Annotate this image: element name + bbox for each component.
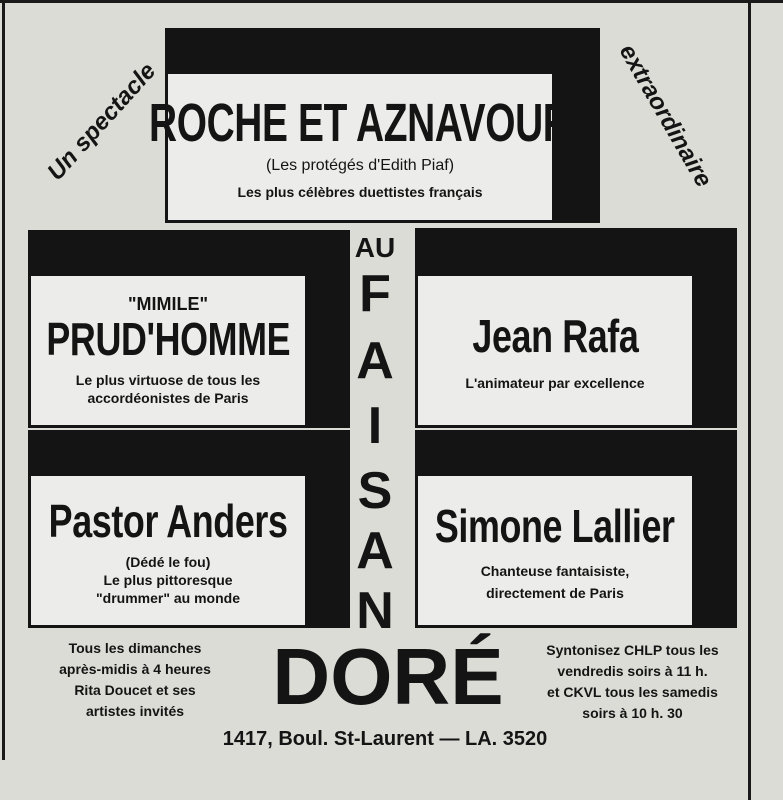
radio-line-3: et CKVL tous les samedis — [547, 684, 718, 700]
venue-letter-f: F — [359, 265, 391, 323]
venue-dore: DORÉ — [272, 632, 504, 721]
act-description-2: accordéonistes de Paris — [87, 389, 249, 406]
act-name: Jean Rafa — [471, 309, 639, 362]
radio-line-1: Syntonisez CHLP tous les — [546, 642, 719, 658]
headliner-name: ROCHE ET AZNAVOUR — [149, 93, 571, 153]
box-front — [149, 71, 571, 223]
venue-letter-a2: A — [356, 522, 394, 580]
box-front — [28, 473, 308, 628]
sunday-line-4: artistes invités — [85, 703, 185, 719]
box-front — [415, 273, 695, 428]
box-front — [415, 473, 695, 628]
address: 1417, Boul. St-Laurent — LA. 3520 — [222, 728, 548, 750]
headliner-subtitle: (Les protégés d'Edith Piaf) — [265, 157, 455, 174]
act-description-2: directement de Paris — [486, 584, 624, 601]
act-name: PRUD'HOMME — [46, 312, 290, 365]
top-rule — [0, 0, 783, 3]
act-description-1: Chanteuse fantaisiste, — [480, 562, 630, 579]
sunday-line-1: Tous les dimanches — [68, 640, 202, 656]
act-description-2: Le plus pittoresque — [103, 571, 233, 588]
act-name: Simone Lallier — [435, 499, 675, 552]
act-box-simone-lallier — [415, 430, 737, 628]
left-rule — [2, 0, 5, 760]
act-description-1: (Dédé le fou) — [125, 553, 211, 570]
radio-line-4: soirs à 10 h. 30 — [582, 705, 683, 721]
radio-line-2: vendredis soirs à 11 h. — [557, 663, 708, 679]
act-description-1: L'animateur par excellence — [465, 374, 645, 391]
act-nickname: "MIMILE" — [127, 293, 209, 314]
sunday-info — [30, 638, 240, 722]
act-box-jean-rafa — [415, 228, 737, 428]
act-name: Pastor Anders — [48, 494, 288, 547]
headliner-box — [149, 28, 600, 223]
sunday-line-2: après-midis à 4 heures — [59, 661, 211, 677]
venue-letter-i: I — [367, 397, 383, 455]
act-description-3: "drummer" au monde — [96, 589, 240, 606]
act-box-prudhomme — [28, 230, 350, 428]
sunday-line-3: Rita Doucet et ses — [74, 682, 196, 698]
venue-letter-n: N — [356, 582, 394, 640]
venue-letter-s: S — [357, 462, 393, 520]
act-box-pastor-anders — [28, 430, 350, 628]
act-description-1: Le plus virtuose de tous les — [75, 371, 261, 388]
headliner-tagline: Les plus célèbres duettistes français — [237, 184, 483, 200]
radio-info — [520, 640, 745, 724]
left-arc-text: Un spectacle — [42, 57, 162, 186]
venue-letter-a: A — [356, 332, 394, 390]
right-rule — [748, 0, 751, 800]
venue-au: AU — [354, 232, 396, 263]
right-arc-text: extraordinaire — [613, 39, 718, 192]
box-front — [28, 273, 308, 428]
